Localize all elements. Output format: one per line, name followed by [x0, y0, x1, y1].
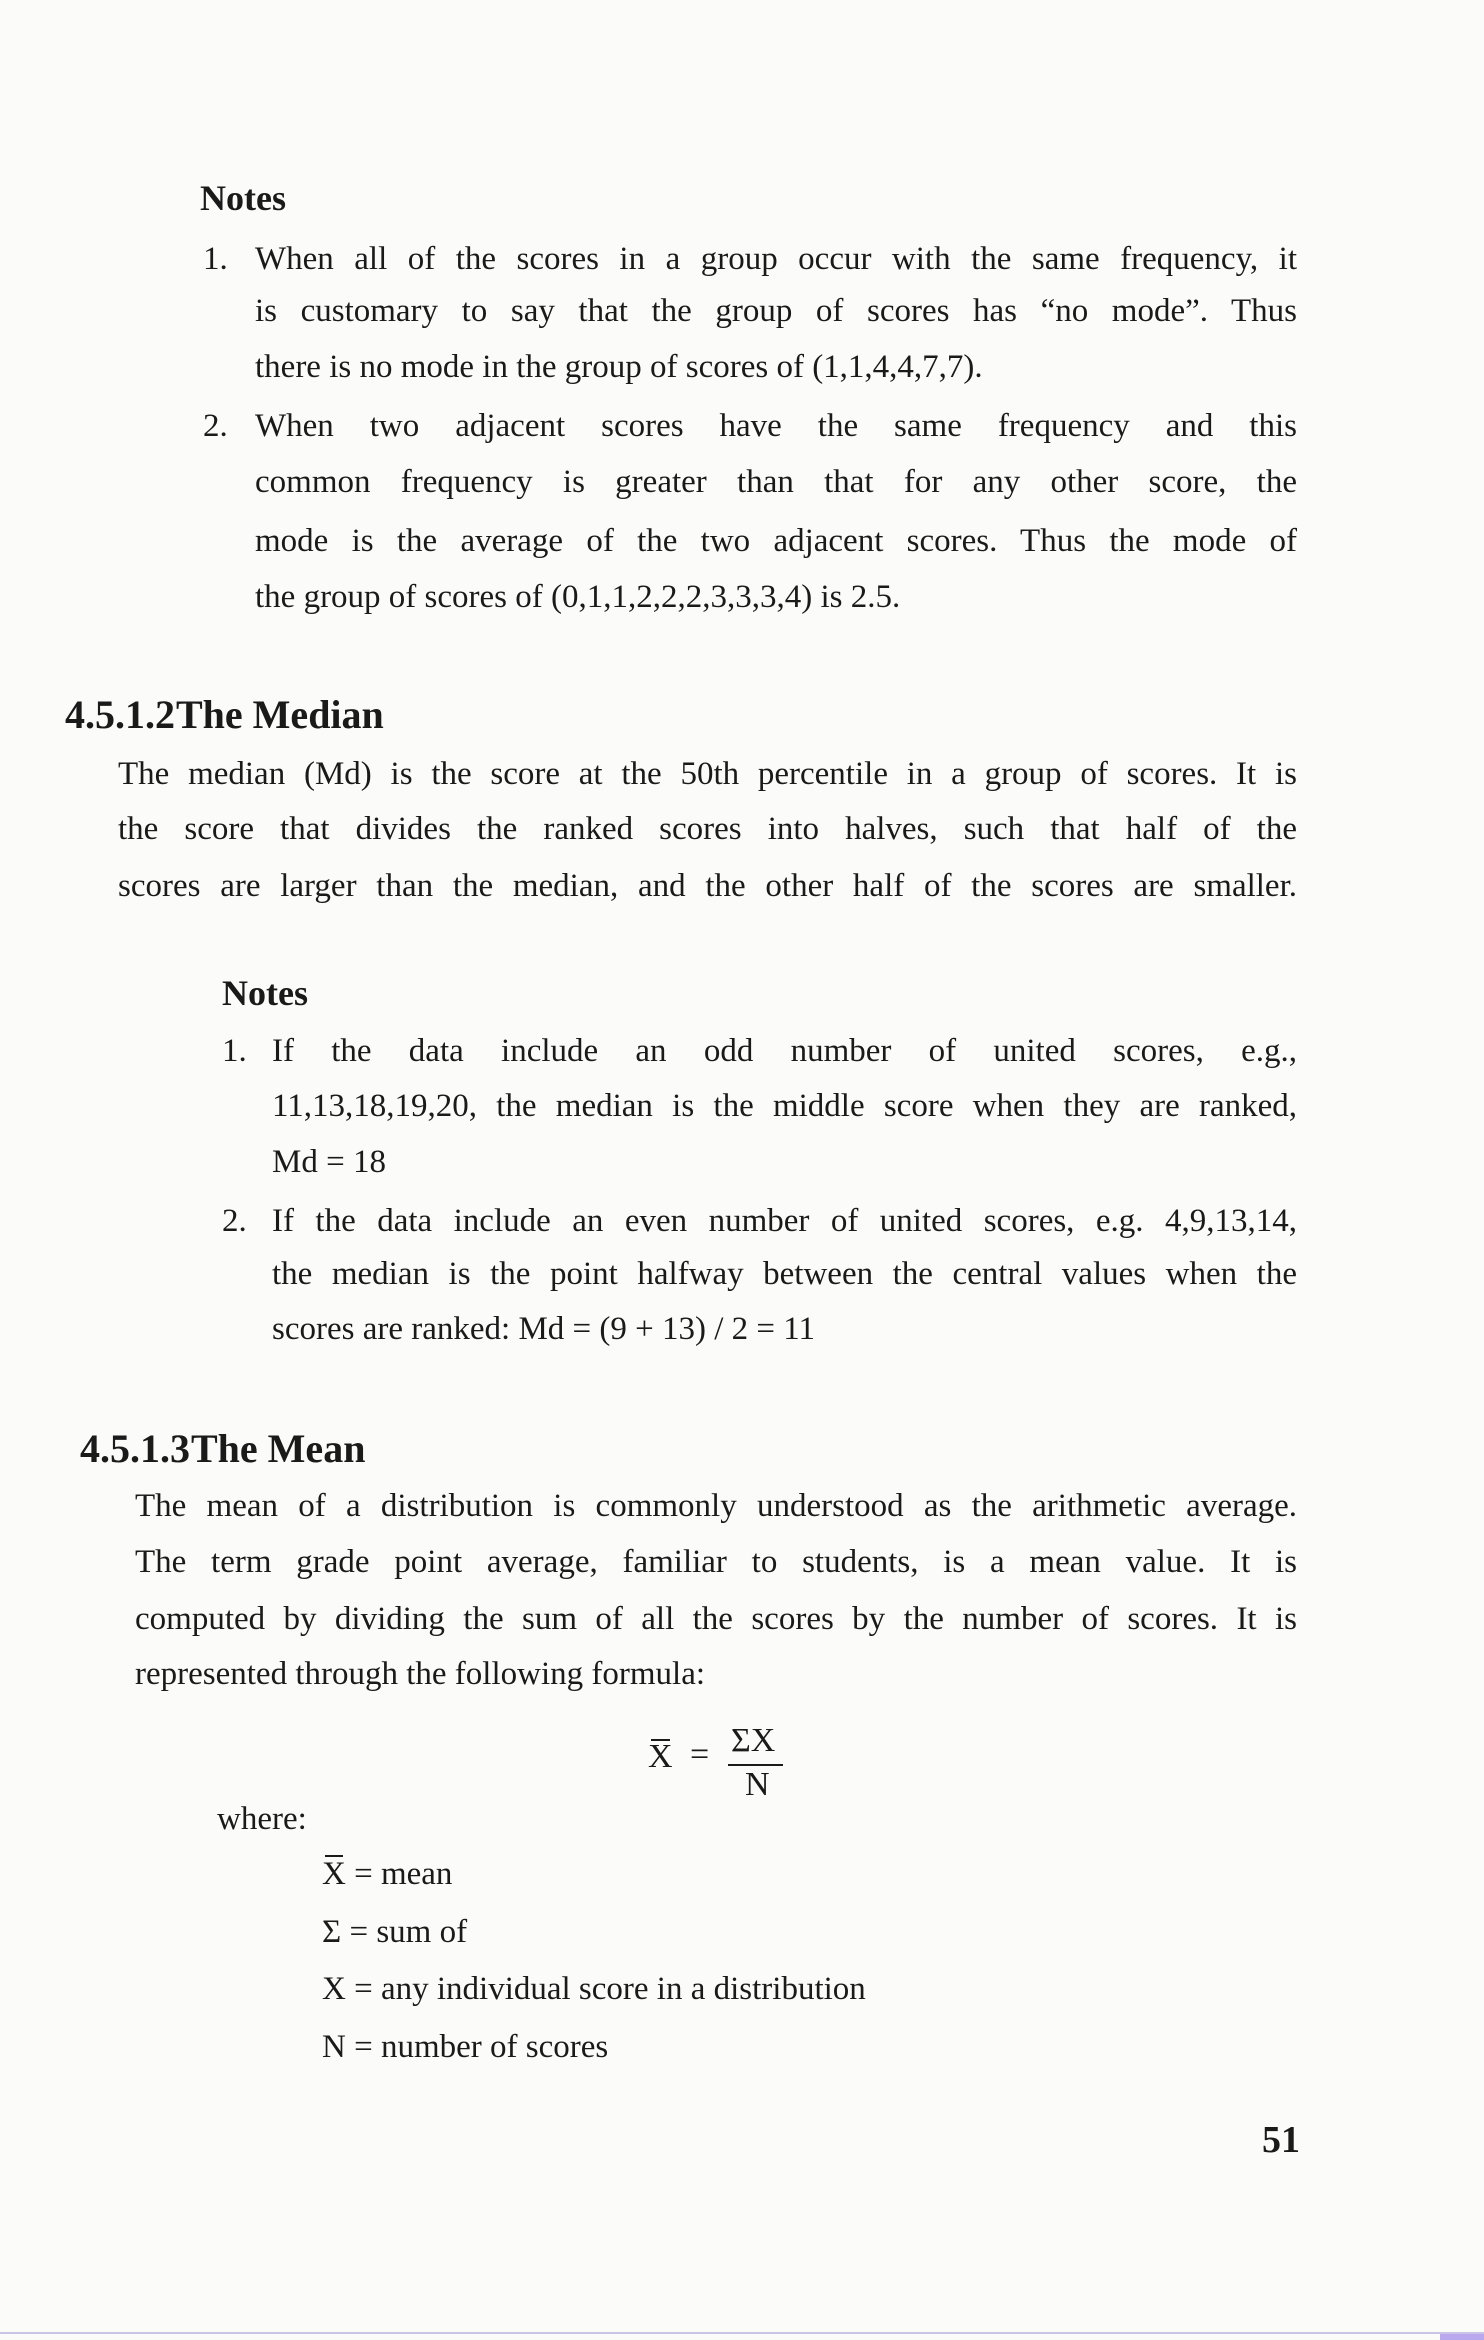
note-text-line: the group of scores of (0,1,1,2,2,2,3,3,3,4) is 2.5.	[255, 579, 901, 615]
definition-equals: =	[354, 1971, 373, 2007]
where-label: where:	[217, 1801, 307, 1837]
definition-row	[322, 1969, 866, 2009]
paragraph-line: The mean of a distribution is commonly understood as the arithmetic average.	[135, 1488, 1297, 1524]
definition-meaning: mean	[380, 1856, 453, 1892]
page-bottom-edge	[0, 2332, 1484, 2334]
paragraph-line: scores are larger than the median, and the other half of the scores are smaller.	[118, 868, 1297, 904]
section-number: 4.5.1.3	[80, 1426, 190, 1471]
symbol-xbar: X	[322, 1856, 346, 1892]
note-text-line: If the data include an even number of united scores, e.g. 4,9,13,14,	[272, 1203, 1297, 1239]
section-heading-median	[65, 693, 384, 737]
symbol-n: N	[322, 2029, 346, 2065]
paragraph-line: The median (Md) is the score at the 50th percentile in a group of scores. It is	[118, 756, 1297, 792]
note-text-line: is customary to say that the group of scores has “no mode”. Thus	[255, 293, 1297, 329]
definition-equals: =	[349, 1914, 369, 1950]
note-text-line: mode is the average of the two adjacent scores. Thus the mode of	[255, 523, 1297, 559]
notes-heading: Notes	[200, 178, 286, 218]
paragraph-line: The term grade point average, familiar to students, is a mean value. It is	[135, 1544, 1297, 1580]
definition-meaning: any individual score in a distribution	[380, 1971, 866, 2007]
note-text-line: When two adjacent scores have the same frequency and this	[255, 408, 1297, 444]
scan-edge-mark	[1440, 2334, 1484, 2340]
symbol-x: X	[322, 1971, 346, 2007]
definition-equals: =	[354, 2029, 373, 2065]
definition-equals: =	[354, 1856, 373, 1892]
section-number: 4.5.1.2	[65, 692, 175, 737]
paragraph-line: represented through the following formula:	[135, 1656, 706, 1692]
page-number: 51	[1262, 2119, 1300, 2161]
definition-row	[322, 1854, 452, 1894]
section-heading-mean	[80, 1427, 365, 1471]
notes-heading: Notes	[222, 973, 308, 1013]
note-text-line: 11,13,18,19,20, the median is the middle score when they are ranked,	[272, 1088, 1297, 1124]
paragraph-line: computed by dividing the sum of all the scores by the number of scores. It is	[135, 1601, 1297, 1637]
note-text-line: common frequency is greater than that for any other score, the	[255, 464, 1297, 500]
formula-lhs-xbar: X	[648, 1738, 673, 1775]
section-title: The Mean	[191, 1426, 366, 1471]
symbol-sigma: Σ	[322, 1914, 342, 1950]
definition-meaning: number of scores	[380, 2029, 609, 2065]
note-text-line: the median is the point halfway between the central values when the	[272, 1256, 1297, 1292]
paragraph-line: the score that divides the ranked scores into halves, such that half of the	[118, 811, 1297, 847]
note-text-line: If the data include an odd number of united scores, e.g.,	[272, 1033, 1297, 1069]
note-number: 1.	[203, 241, 228, 277]
note-text-line: there is no mode in the group of scores of (1,1,4,4,7,7).	[255, 349, 983, 385]
note-text-line: Md = 18	[272, 1144, 386, 1180]
note-number: 2.	[203, 408, 228, 444]
note-text-line: When all of the scores in a group occur with the same frequency, it	[255, 241, 1297, 277]
definition-row	[322, 1912, 467, 1952]
definition-row	[322, 2027, 608, 2067]
formula-equals: =	[690, 1736, 710, 1773]
note-text-line: scores are ranked: Md = (9 + 13) / 2 = 11	[272, 1311, 816, 1347]
note-number: 1.	[222, 1033, 247, 1069]
formula-numerator: ΣX	[731, 1722, 776, 1759]
note-number: 2.	[222, 1203, 247, 1239]
section-title: The Median	[176, 692, 384, 737]
formula-denominator: N	[745, 1766, 770, 1803]
definition-meaning: sum of	[376, 1914, 468, 1950]
